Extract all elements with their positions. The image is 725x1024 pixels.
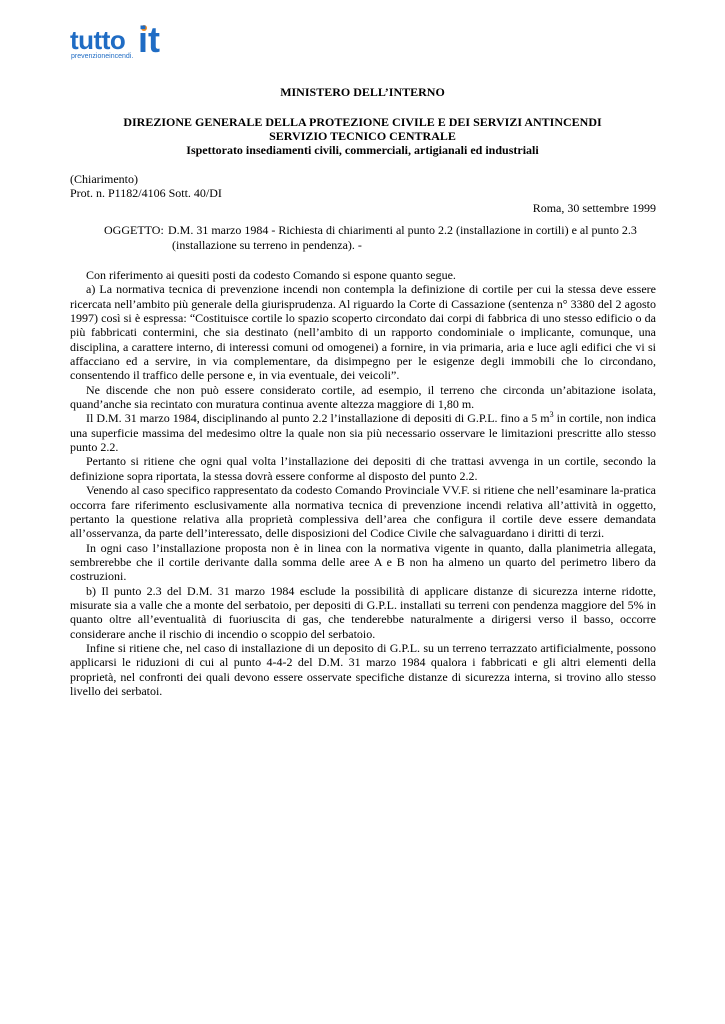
directorate-heading: DIREZIONE GENERALE DELLA PROTEZIONE CIVILE E DEI SERVIZI ANTINCENDI (123, 115, 602, 129)
subject-text (168, 223, 660, 253)
ministry-heading: MINISTERO DELL’INTERNO (280, 85, 445, 99)
logo-tagline: prevenzioneincendi. (71, 53, 134, 60)
body-paragraph-2: a) La normativa tecnica di prevenzione incendi non contempla la definizione di cortile per cui la stessa deve essere ricercata nell’ambito più generale della giurisprudenza. Al riguardo la Corte di Cassazione (sentenza n° 3380 del 2 agosto 1997) così si è espressa: “Costituisce cortile lo spazio scoperto circondato dai corpi di fabbrica di uno stesso edificio o da più fabbricati contermini, che sia destinato (nell’ambito di un rapporto condominiale o implicante, comunque, una disciplina, a carattere interno, di interessi comuni od omogenei) a fornire, in via primaria, aria e luce agli edifici che vi si affacciano ed a servire, in via complementare, da disimpegno per le esigenze degli immobili che lo circondano, consentendo il traffico delle persone e, in via eventuale, dei veicoli”. (70, 282, 656, 383)
body-paragraph-3: Ne discende che non può essere considerato cortile, ad esempio, il terreno che circonda un’abitazione isolata, quand’anche sia recintato con muratura continua avente altezza maggiore di 1,80 m. (70, 382, 656, 412)
cubic-superscript: 3 (549, 410, 554, 420)
body-paragraph-6: Venendo al caso specifico rappresentato da codesto Comando Provinciale VV.F. si ritiene che nell’esaminare la-pratica occorra fare riferimento esclusivamente alla normativa tecnica di prevenzione incendi relativa all’attività in oggetto, pertanto la questione relativa alla proprietà complessiva dell’area che configura il cortile deve essere demandata all’osservanza, da parte dell’interessato, delle disposizioni del Codice Civile che salvaguardano i diritti di terzi. (70, 483, 656, 541)
protocol-number: Prot. n. P1182/4106 Sott. 40/DI (70, 186, 222, 200)
body-paragraph-8: b) Il punto 2.3 del D.M. 31 marzo 1984 esclude la possibilità di applicare distanze di sicurezza interne ridotte, misurate sia a valle che a monte del serbatoio, per depositi di G.P.L. installati su terreni con pendenza maggiore del 5% in quanto oltre all’eventualità di fuoriuscita di gas, che tenderebbe naturalmente a dirigersi verso il basso, occorre considerare anche il rischio di incendio o scoppio del serbatoio. (70, 583, 656, 641)
body-paragraph-7: In ogni caso l’installazione proposta non è in linea con la normativa vigente in quanto, dalla planimetria allegata, sembrerebbe che il cortile derivante dalla somma delle aree A e B non ha almeno un quarto del perimetro libero da costruzioni. (70, 540, 656, 584)
place-date: Roma, 30 settembre 1999 (532, 201, 656, 215)
letter-body (70, 268, 656, 698)
body-paragraph-5: Pertanto si ritiene che ogni qual volta l’installazione dei depositi di che trattasi avvenga in un cortile, secondo la definizione sopra riportata, la stessa dovrà essere conforme al disposto del punto 2.2. (70, 454, 656, 483)
inspectorate-heading: Ispettorato insediamenti civili, commerciali, artigianali ed industriali (186, 143, 539, 157)
body-paragraph-4-start: Il D.M. 31 marzo 1984, disciplinando al punto 2.2 l’installazione di depositi di G.P.L. fino a 5 m (86, 411, 550, 426)
subject-label: OGGETTO: (104, 223, 164, 237)
subject-text-content: D.M. 31 marzo 1984 - Richiesta di chiarimenti al punto 2.2 (installazione in cortili) e al punto 2.3 (installazione su terreno in pendenza). - (168, 223, 637, 252)
logo-wordmark: tutto (70, 25, 126, 55)
body-paragraph-9: Infine si ritiene che, nel caso di installazione di un deposito di G.P.L. su un terreno terrazzato artificialmente, possono applicarsi le riduzioni di cui al punto 4-4-2 del D.M. 31 marzo 1984 qualora i fabbricati e gli altri elementi della proprietà, nel confronti dei quali devono essere osservate specifiche distanze di sicurezza interna, si trovino allo stesso livello dei serbatoi. (70, 640, 656, 698)
body-paragraph-4 (70, 411, 656, 454)
logo-it-mark: it (138, 19, 160, 60)
document-type: (Chiarimento) (70, 172, 138, 186)
body-paragraph-1: Con riferimento ai quesiti posti da codesto Comando si espone quanto segue. (86, 268, 456, 282)
body-paragraph-4-end: in cortile, non indica una superficie massima del medesimo oltre la quale non sia più necessario osservare le limitazioni prescritte allo stesso punto 2.2. (70, 411, 656, 455)
service-heading: SERVIZIO TECNICO CENTRALE (269, 129, 456, 143)
tuttoit-logo (70, 19, 180, 68)
